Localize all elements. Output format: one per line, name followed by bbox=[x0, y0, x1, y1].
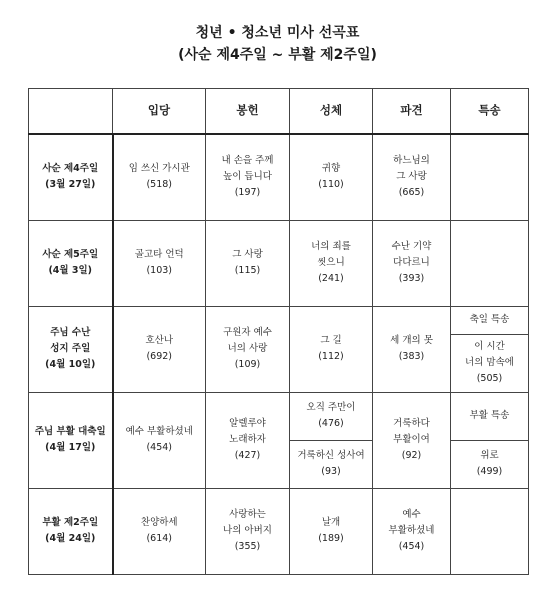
offertory-song-cell bbox=[206, 488, 290, 574]
song-schedule-table bbox=[28, 88, 529, 575]
song-title: 위로 bbox=[480, 449, 499, 461]
entrance-song-cell bbox=[113, 488, 206, 574]
entrance-song-cell bbox=[113, 220, 206, 306]
song-title: 찬양하세 bbox=[140, 516, 178, 528]
date-cell: 주님 부활 대축일 (4월 17일) bbox=[29, 392, 113, 488]
song-title: 이 시간 bbox=[474, 340, 505, 352]
hymn-number: (614) bbox=[146, 533, 173, 544]
special-song-cell bbox=[451, 440, 529, 488]
hymn-number: (241) bbox=[318, 273, 344, 285]
hymn-number: (383) bbox=[398, 351, 425, 362]
song-title: 골고타 언덕 bbox=[134, 248, 184, 260]
hymn-number: (103) bbox=[146, 265, 173, 276]
entrance-song-cell bbox=[113, 392, 206, 488]
header-communion: 성체 bbox=[290, 89, 373, 135]
song-title: 부활하셨네 bbox=[388, 524, 435, 536]
table-row bbox=[29, 220, 529, 306]
song-title: 날개 bbox=[321, 516, 341, 528]
song-title: 사랑하는 bbox=[229, 508, 266, 520]
song-title: 오직 주만이 bbox=[306, 401, 356, 413]
offertory-song-cell bbox=[206, 134, 290, 220]
song-title: 수난 기약 bbox=[391, 240, 432, 252]
dismissal-song-cell bbox=[373, 392, 451, 488]
song-title: 너의 사랑 bbox=[227, 342, 268, 354]
header-offertory: 봉헌 bbox=[206, 89, 290, 135]
hymn-number: (109) bbox=[234, 359, 261, 371]
hymn-number: (476) bbox=[318, 418, 344, 429]
hymn-number: (92) bbox=[401, 450, 422, 462]
special-song-cell bbox=[451, 220, 529, 306]
dismissal-song-cell bbox=[373, 134, 451, 220]
song-title: 임 쓰신 가시관 bbox=[128, 163, 190, 175]
hymn-number: (454) bbox=[398, 541, 425, 553]
header-dismissal: 파견 bbox=[373, 89, 451, 135]
offertory-song-cell bbox=[206, 306, 290, 392]
song-title: 알렐루야 bbox=[229, 417, 266, 429]
hymn-number: (189) bbox=[318, 533, 344, 544]
dismissal-song-cell bbox=[373, 306, 451, 392]
communion-song-cell bbox=[290, 392, 373, 440]
hymn-number: (355) bbox=[234, 541, 261, 553]
song-title: 너의 맘속에 bbox=[465, 356, 514, 368]
communion-song-cell bbox=[290, 134, 373, 220]
table-row bbox=[29, 392, 529, 440]
special-song-cell bbox=[451, 134, 529, 220]
hymn-number: (427) bbox=[234, 450, 261, 462]
page-subtitle: (사순 제4주일 ~ 부활 제2주일) bbox=[178, 47, 377, 63]
song-title: 나의 아버지 bbox=[223, 524, 272, 536]
table-row bbox=[29, 306, 529, 334]
offertory-song-cell bbox=[206, 392, 290, 488]
hymn-number: (393) bbox=[398, 273, 425, 285]
date-cell: 사순 제4주일 (3월 27일) bbox=[29, 134, 113, 220]
song-title: 높이 듭니다 bbox=[223, 171, 272, 183]
song-title: 내 손을 주께 bbox=[221, 155, 274, 167]
song-title: 너의 죄를 bbox=[311, 240, 351, 252]
special-song-label: 부활 특송 bbox=[451, 392, 529, 440]
table-row bbox=[29, 488, 529, 574]
header-special: 특송 bbox=[451, 89, 529, 135]
communion-song-cell bbox=[290, 440, 373, 488]
song-title: 거룩하다 bbox=[393, 417, 430, 429]
song-title: 귀향 bbox=[321, 163, 341, 175]
song-title: 세 개의 못 bbox=[390, 334, 433, 346]
header-corner bbox=[29, 89, 113, 135]
song-title: 호산나 bbox=[145, 334, 174, 346]
hymn-number: (93) bbox=[321, 466, 341, 477]
offertory-song-cell bbox=[206, 220, 290, 306]
hymn-number: (499) bbox=[476, 466, 503, 477]
header-row bbox=[29, 89, 529, 135]
entrance-song-cell bbox=[113, 134, 206, 220]
entrance-song-cell bbox=[113, 306, 206, 392]
date-cell: 부활 제2주일 (4월 24일) bbox=[29, 488, 113, 574]
page-title: 청년 • 청소년 미사 선곡표 bbox=[195, 25, 360, 41]
date-cell: 주님 수난 성지 주일 (4월 10일) bbox=[29, 306, 113, 392]
hymn-number: (454) bbox=[146, 442, 173, 453]
hymn-number: (110) bbox=[318, 179, 344, 191]
special-song-label: 축일 특송 bbox=[451, 306, 529, 334]
song-title: 예수 bbox=[402, 508, 421, 520]
song-title: 거룩하신 성사여 bbox=[297, 449, 365, 461]
hymn-number: (518) bbox=[146, 179, 173, 191]
communion-song-cell bbox=[290, 488, 373, 574]
song-title: 다다르니 bbox=[393, 256, 430, 268]
song-title: 하느님의 bbox=[393, 155, 430, 167]
song-title: 그 사랑 bbox=[396, 171, 427, 183]
song-title: 부활이여 bbox=[393, 433, 430, 445]
song-title: 예수 부활하셨네 bbox=[125, 425, 193, 437]
hymn-number: (115) bbox=[234, 265, 261, 276]
hymn-number: (665) bbox=[398, 187, 425, 199]
special-song-cell bbox=[451, 488, 529, 574]
date-cell: 사순 제5주일 (4월 3일) bbox=[29, 220, 113, 306]
song-title: 구원자 예수 bbox=[223, 326, 272, 338]
song-title: 씻으니 bbox=[317, 256, 345, 268]
communion-song-cell bbox=[290, 220, 373, 306]
hymn-number: (112) bbox=[318, 351, 344, 362]
table-row bbox=[29, 134, 529, 220]
song-title: 그 길 bbox=[320, 334, 342, 346]
header-entrance: 입당 bbox=[113, 89, 206, 135]
song-title: 노래하자 bbox=[229, 433, 266, 445]
hymn-number: (692) bbox=[146, 351, 173, 362]
dismissal-song-cell bbox=[373, 488, 451, 574]
special-song-cell bbox=[451, 334, 529, 392]
song-title: 그 사랑 bbox=[232, 248, 263, 260]
dismissal-song-cell bbox=[373, 220, 451, 306]
hymn-number: (197) bbox=[234, 187, 261, 199]
communion-song-cell bbox=[290, 306, 373, 392]
hymn-number: (505) bbox=[476, 373, 503, 385]
